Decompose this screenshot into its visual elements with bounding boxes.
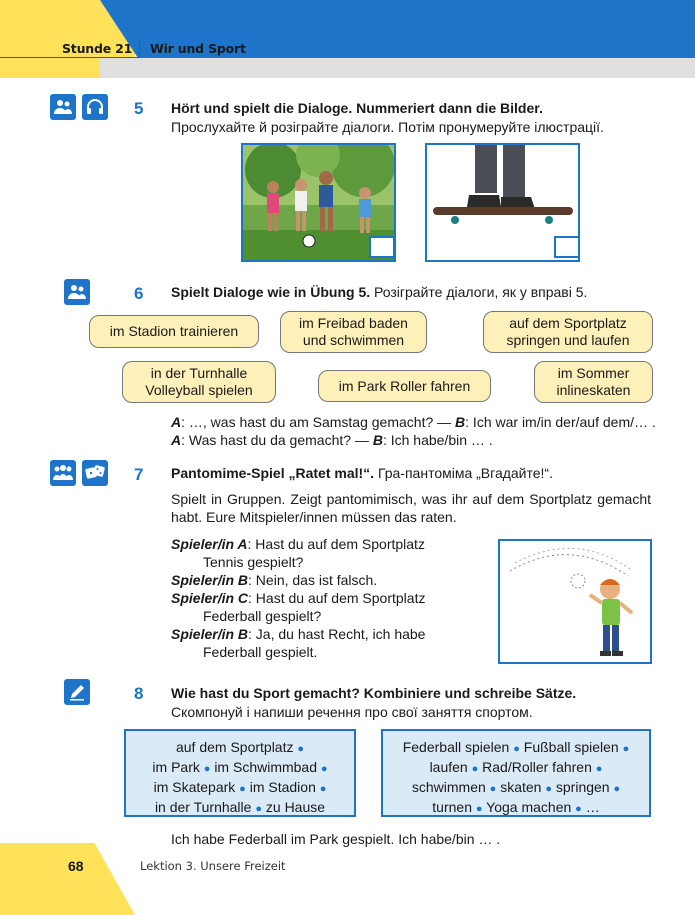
phrase-bubble: im Stadion trainieren — [89, 315, 259, 348]
exercise-7-dialog — [171, 535, 491, 661]
exercise-7-instruction-de: Pantomime-Spiel „Ratet mal!“. — [171, 465, 375, 481]
dice-icon — [82, 460, 108, 486]
exercise-5-number: 5 — [134, 99, 144, 118]
exercise-8-instruction-de: Wie hast du Sport gemacht? Kombiniere und schreibe Sätze. — [171, 685, 577, 701]
exercise-7-intro: Spielt in Gruppen. Zeigt pantomimisch, was ihr auf dem Sportplatz gemacht habt. Eure Mitspieler/innen müssen das raten. — [171, 491, 651, 525]
photo-1-number-box[interactable] — [369, 236, 395, 258]
headphones-icon — [82, 94, 108, 120]
phrase-bubble: im Park Roller fahren — [318, 370, 491, 402]
dialog-line-cont: Tennis gespielt? — [203, 554, 304, 570]
photo-2-number-box[interactable] — [554, 236, 580, 258]
footer-lesson-text: Lektion 3. Unsere Freizeit — [140, 859, 286, 873]
group-icon — [50, 94, 76, 120]
phrase-bubble: im Freibad baden und schwimmen — [280, 311, 427, 353]
exercise-6-dialog-line: A: …, was hast du am Samstag gemacht? — B: Ich war im/in der/auf dem/… . — [171, 414, 656, 430]
exercise-6-dialog-line: A: Was hast du da gemacht? — B: Ich habe/bin … . — [171, 432, 493, 448]
exercise-5-instruction-de: Hört und spielt die Dialoge. Nummeriert dann die Bilder. — [171, 100, 543, 116]
exercise-8-example: Ich habe Federball im Park gespielt. Ich habe/bin … . — [171, 831, 501, 847]
page-number: 68 — [68, 858, 84, 874]
dialog-line-cont: Federball gespielt? — [203, 608, 322, 624]
exercise-8-instruction-ua: Скомпонуй і напиши речення про свої заняття спортом. — [171, 704, 533, 720]
header-gray-band — [100, 58, 695, 78]
exercise-7-number: 7 — [134, 465, 144, 484]
lesson-label: Stunde 21 — [62, 41, 133, 56]
pencil-icon — [64, 679, 90, 705]
dialog-line: Spieler/in B: Ja, du hast Recht, ich habe — [171, 626, 426, 642]
dialog-line: Spieler/in A: Hast du auf dem Sportplatz — [171, 536, 425, 552]
phrase-bubble: auf dem Sportplatz springen und laufen — [483, 311, 653, 353]
dialog-line: Spieler/in B: Nein, das ist falsch. — [171, 572, 378, 588]
exercise-6-number: 6 — [134, 284, 144, 303]
activities-word-box: Federball spielen ● Fußball spielen ● laufen ● Rad/Roller fahren ● schwimmen ● skaten ● springen ● turnen ● Yoga machen ● … — [381, 729, 651, 817]
dialog-line-cont: Federball gespielt. — [203, 644, 318, 660]
dialog-line: Spieler/in C: Hast du auf dem Sportplatz — [171, 590, 426, 606]
footer-yellow-band — [0, 843, 135, 915]
header-divider — [0, 57, 140, 58]
places-word-box: auf dem Sportplatz ● im Park ● im Schwimmbad ● im Skatepark ● im Stadion ● in der Turnhalle ● zu Hause — [124, 729, 356, 817]
exercise-6-instruction — [171, 284, 587, 300]
exercise-7-instruction — [171, 465, 553, 481]
phrase-bubble: im Sommer inlineskaten — [534, 361, 653, 403]
exercise-7-instruction-ua: Гра-пантоміма „Вгадайте!“. — [377, 465, 553, 481]
lesson-title: Wir und Sport — [150, 41, 246, 56]
group-icon — [50, 460, 76, 486]
phrase-bubble: in der Turnhalle Volleyball spielen — [122, 361, 276, 403]
group-icon — [64, 279, 90, 305]
exercise-6-instruction-ua: Розіграйте діалоги, як у вправі 5. — [374, 284, 588, 300]
header-separator — [139, 40, 140, 58]
illustration-boy-pantomime — [498, 539, 652, 664]
exercise-5-instruction-ua: Прослухайте й розіграйте діалоги. Потім пронумеруйте ілюстрації. — [171, 119, 604, 135]
exercise-8-number: 8 — [134, 684, 144, 703]
exercise-6-instruction-de: Spielt Dialoge wie in Übung 5. — [171, 284, 371, 300]
